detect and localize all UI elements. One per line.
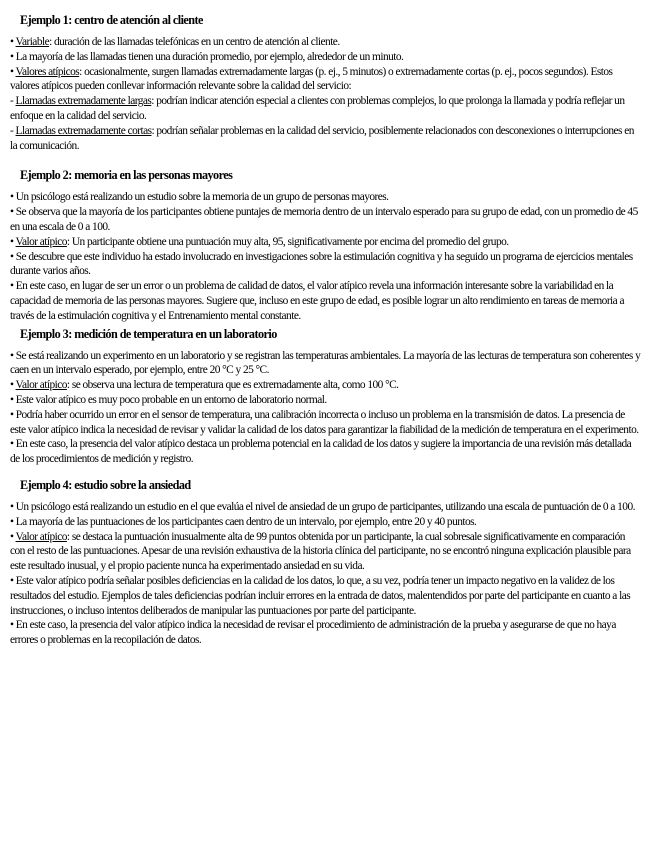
paragraph: • Este valor atípico es muy poco probable en un entorno de laboratorio normal. bbox=[10, 393, 327, 406]
section-title: Ejemplo 4: estudio sobre la ansiedad bbox=[20, 477, 191, 492]
dash-prefix: - bbox=[10, 124, 16, 137]
paragraph: • Este valor atípico podría señalar posibles deficiencias en la calidad de los datos, lo que, a su vez, podría tener un impacto negativo en la validez de los resultados del estudio. Ejemplos de tales deficiencias podrían incluir errores en la entrada de datos, malentendidos por parte del participante en cuanto a las instrucciones, o incluso intentos deliberados de manipular las puntuaciones por parte del participante. bbox=[10, 574, 631, 617]
paragraph-text: : podrían indicar atención especial a clientes con problemas complejos, lo que prolonga la llamada y podría reflejar un enfoque en la calidad del servicio. bbox=[10, 95, 625, 122]
term-underlined: Valor atípico bbox=[15, 530, 67, 543]
paragraph: • La mayoría de las llamadas tienen una duración promedio, por ejemplo, alrededor de un minuto. bbox=[10, 50, 404, 63]
section-title: Ejemplo 3: medición de temperatura en un laboratorio bbox=[20, 326, 277, 341]
paragraph: • Se descubre que este individuo ha estado involucrado en investigaciones sobre la estimulación cognitiva y ha seguido un programa de ejercicios mentales durante varios años. bbox=[10, 250, 633, 278]
paragraph bbox=[10, 94, 642, 124]
paragraph: • Valores atípicos: ocasionalmente, surgen llamadas extremadamente largas (p. ej., 5 minutos) o extremadamente cortas (p. ej., pocos segundos). Estos valores atípicos pueden conllevar información relevante sobre la calidad del servicio: bbox=[10, 65, 613, 93]
paragraph: • Valor atípico: se destaca la puntuación inusualmente alta de 99 puntos obtenida por un participante, la cual sobresale significativamente en comparación con el resto de las puntuaciones. Apesar de una revisión exhaustiva de la historia clínica del participante, no se encontró ninguna explicación plausible para este resultado inusual, y el propio paciente nunca ha experimentado ansiedad en su vida. bbox=[10, 530, 631, 573]
paragraph: • La mayoría de las puntuaciones de los participantes caen dentro de un intervalo, por ejemplo, entre 20 y 40 puntos. bbox=[10, 515, 477, 528]
paragraph bbox=[10, 124, 642, 154]
section-title: Ejemplo 1: centro de atención al cliente bbox=[20, 13, 203, 27]
dash-prefix: - bbox=[10, 95, 16, 108]
paragraph: • En este caso, la presencia del valor atípico indica la necesidad de revisar el procedimiento de administración de la prueba y asegurarse de que no haya errores o problemas en la recopilación de datos. bbox=[10, 619, 616, 647]
paragraph: • Valor atípico: se observa una lectura de temperatura que es extremadamente alta, como 100 °C. bbox=[10, 379, 399, 392]
paragraph-text: : podrían señalar problemas en la calidad del servicio, posiblemente relacionados con desconexiones o interrupciones en la comunicación. bbox=[10, 124, 634, 152]
term-underlined: Llamadas extremadamente cortas bbox=[15, 124, 152, 137]
paragraph: • En este caso, la presencia del valor atípico destaca un problema potencial en la calidad de los datos y sugiere la importancia de una revisión más detallada de los procedimientos de medición y registro. bbox=[10, 438, 632, 466]
paragraph: • Un psicólogo está realizando un estudio en el que evalúa el nivel de ansiedad de un grupo de participantes, utilizando una escala de puntuación de 0 a 100. bbox=[10, 500, 635, 513]
paragraph: • Se está realizando un experimento en un laboratorio y se registran las temperaturas ambientales. La mayoría de las lecturas de temperatura son coherentes y caen en un intervalo esperado, por ejemplo, entre 20 °C y 25 °C. bbox=[10, 349, 641, 377]
paragraph: • Valor atípico: Un participante obtiene una puntuación muy alta, 95, significativamente por encima del promedio del grupo. bbox=[10, 235, 509, 248]
paragraph-text: : Un participante obtiene una puntuación muy alta, 95, significativamente por encima del promedio del grupo. bbox=[66, 235, 509, 248]
paragraph-text: : se destaca la puntuación inusualmente alta de 99 puntos obtenida por un participante, la cual sobresale significativamente en comparación con el resto de las puntuaciones. Apesar de una revisión exhaustiva de la historia clínica del participante, no se encontró ninguna explicación plausible para este resultado inusual, y el propio paciente nunca ha experimentado ansiedad en su vida. bbox=[10, 530, 631, 573]
paragraph-text: : ocasionalmente, surgen llamadas extremadamente largas (p. ej., 5 minutos) o extremadamente cortas (p. ej., pocos segundos). Estos valores atípicos pueden conllevar información relevante sobre la calidad del servicio: bbox=[10, 65, 613, 93]
term-underlined: Variable bbox=[15, 36, 50, 48]
paragraph: • Podría haber ocurrido un error en el sensor de temperatura, una calibración incorrecta o incluso un problema en la transmisión de datos. La presencia de este valor atípico indica la necesidad de revisar y validar la calidad de los datos para garantizar la fiabilidad de la medición de temperatura en el experimento. bbox=[10, 408, 639, 436]
section-title: Ejemplo 2: memoria en las personas mayores bbox=[20, 168, 233, 183]
paragraph: • Variable: duración de las llamadas telefónicas en un centro de atención al cliente. bbox=[10, 36, 340, 48]
paragraph: • Se observa que la mayoría de los participantes obtiene puntajes de memoria dentro de un intervalo esperado para su grupo de edad, con un promedio de 45 en una escala de 0 a 100. bbox=[10, 206, 638, 233]
section-example-2 bbox=[10, 167, 642, 323]
paragraph-text: : duración de las llamadas telefónicas en un centro de atención al cliente. bbox=[49, 36, 340, 48]
term-underlined: Valores atípicos bbox=[15, 65, 80, 78]
section-example-3 bbox=[10, 326, 642, 467]
paragraph: • Un psicólogo está realizando un estudio sobre la memoria de un grupo de personas mayores. bbox=[10, 191, 389, 204]
paragraph-text: : se observa una lectura de temperatura que es extremadamente alta, como 100 °C. bbox=[66, 379, 399, 392]
section-example-1 bbox=[10, 12, 642, 153]
section-example-4 bbox=[10, 477, 642, 648]
term-underlined: Valor atípico bbox=[15, 235, 67, 248]
paragraph: • En este caso, en lugar de ser un error o un problema de calidad de datos, el valor atípico revela una información interesante sobre la variabilidad en la capacidad de memoria de las personas mayores. Sugiere que, incluso en este grupo de edad, es posible lograr un alto rendimiento en tareas de memoria a través de la estimulación cognitiva y el Entrenamiento mental constante. bbox=[10, 280, 624, 322]
term-underlined: Valor atípico bbox=[15, 379, 67, 392]
term-underlined: Llamadas extremadamente largas bbox=[15, 95, 152, 108]
